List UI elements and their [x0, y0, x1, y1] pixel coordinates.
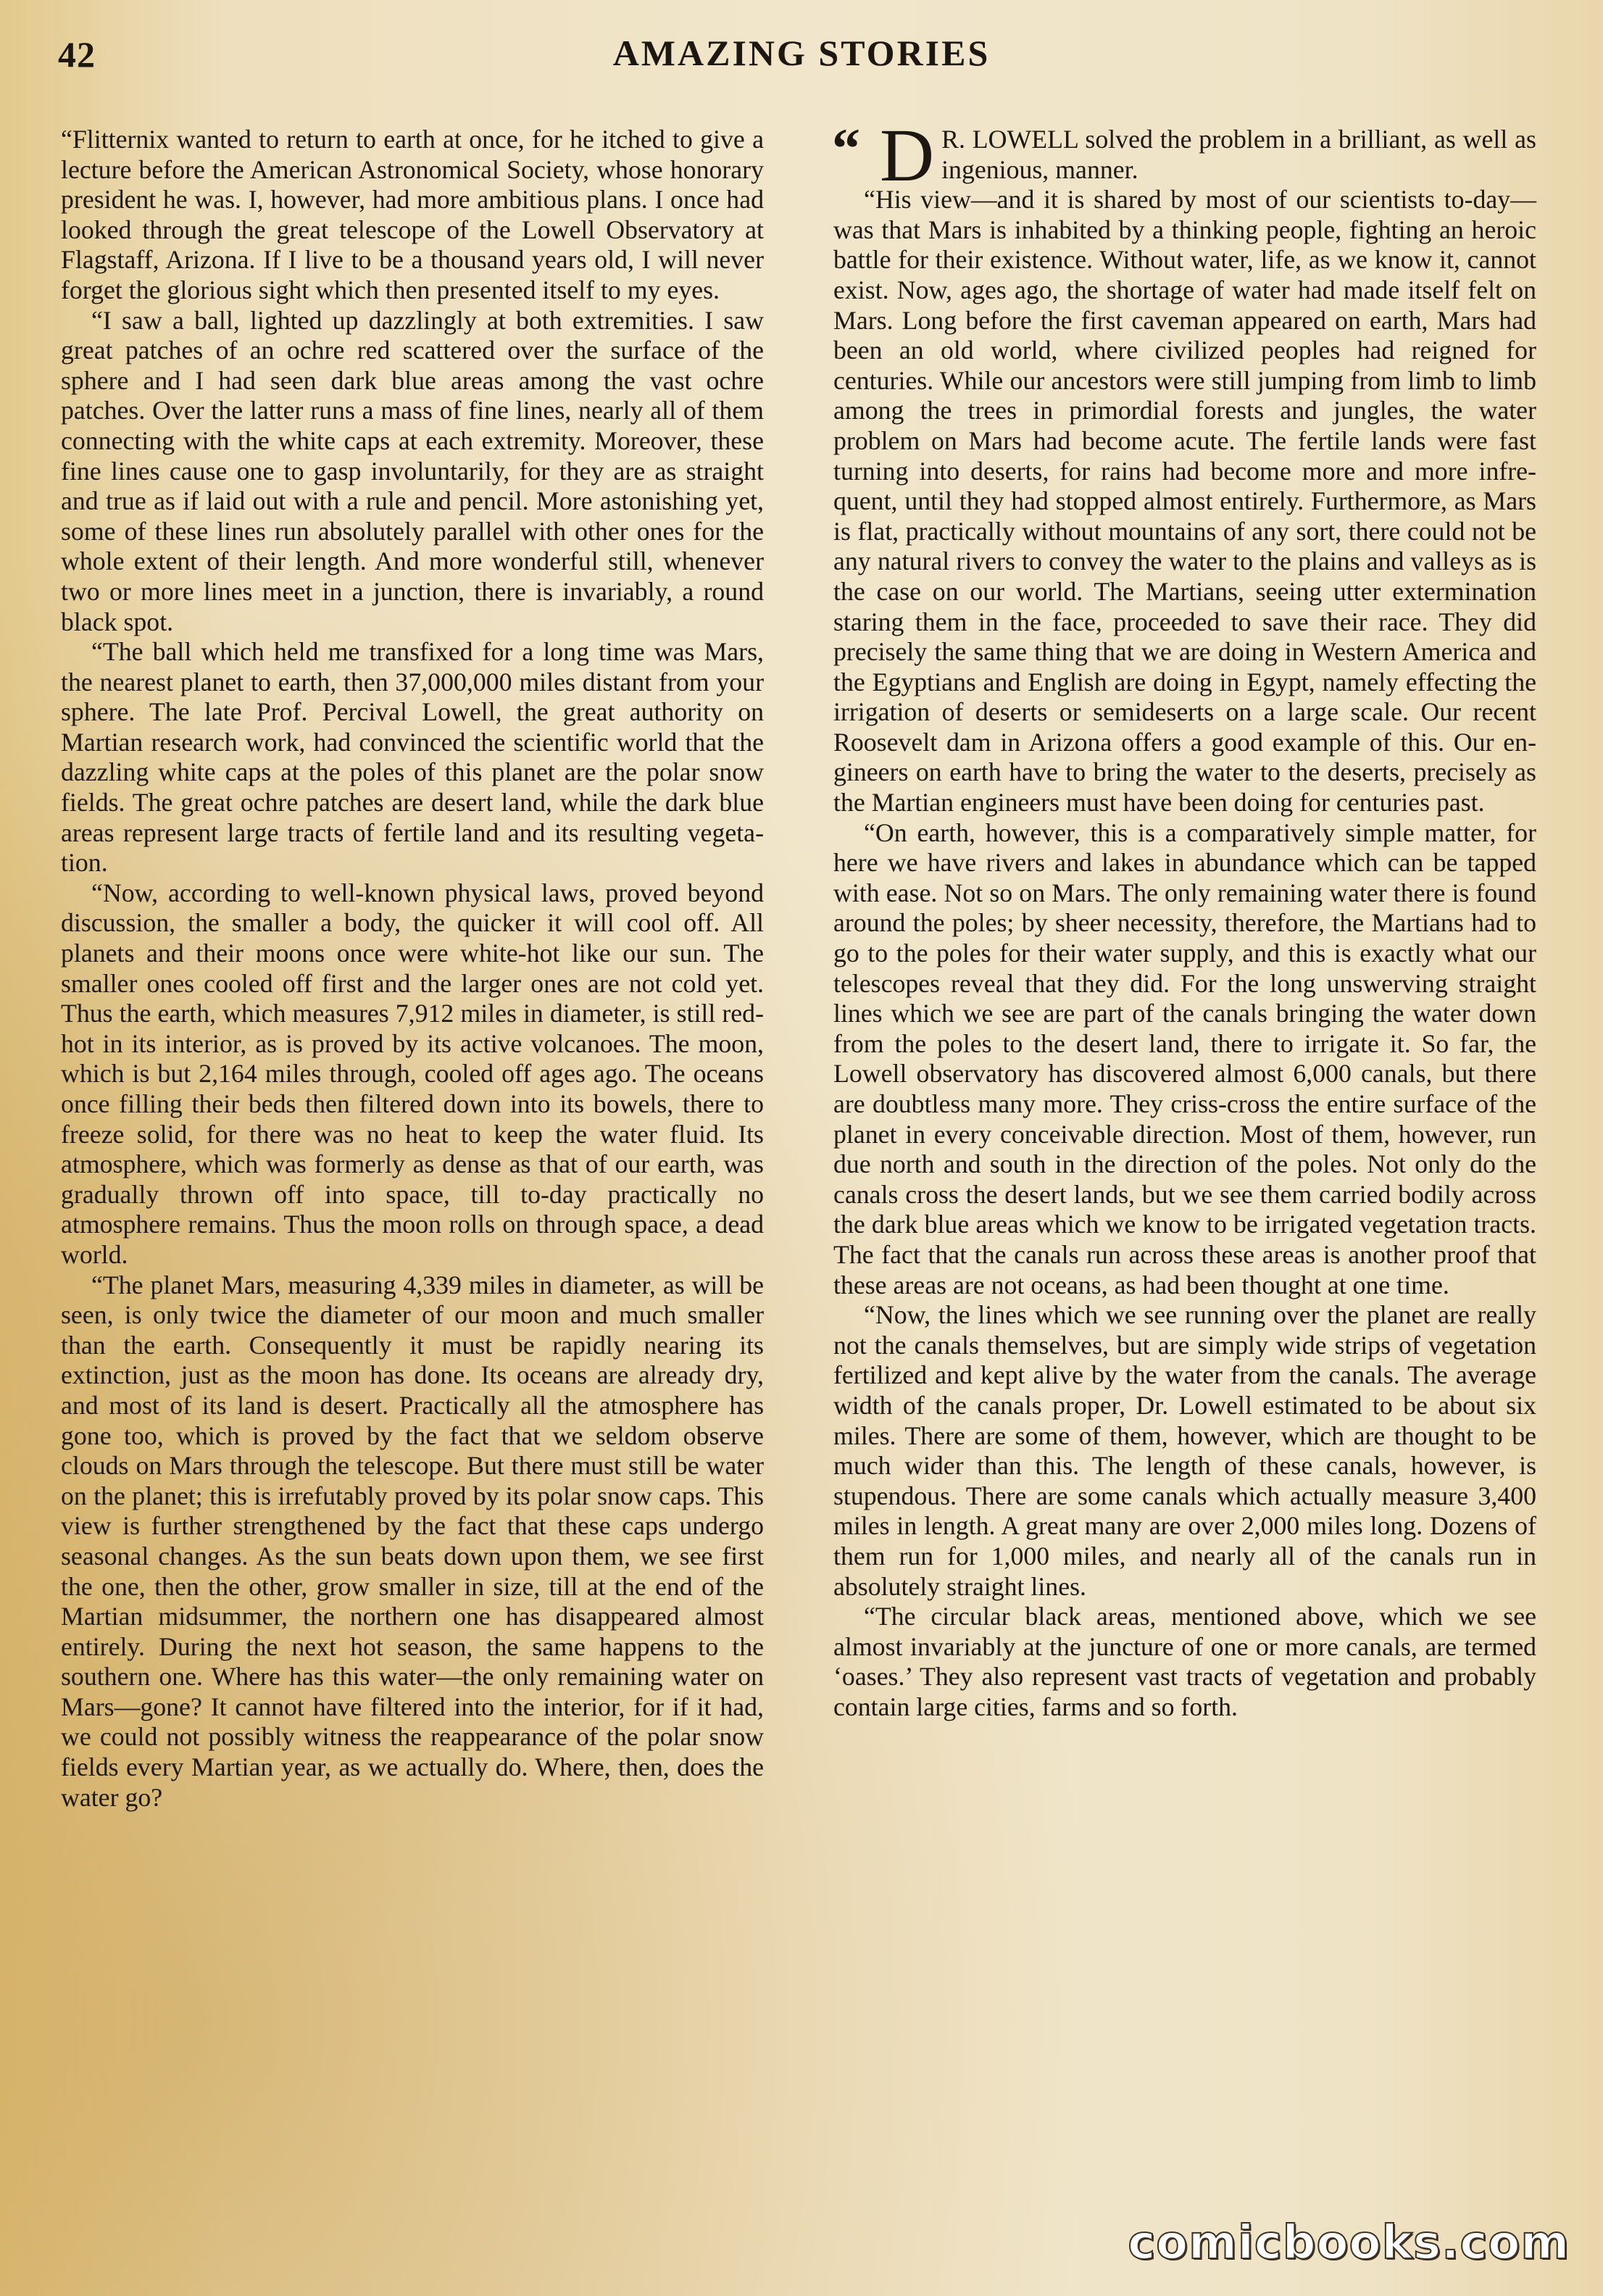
opening-paragraph — [832, 114, 1536, 197]
paragraph: “Flitternix wanted to return to earth at once, for he itched to give a lecture before the American Astronomical Society, whose honorary president he was. I, however, had more ambitious plans. I once had looked through the great telescope of the Lowell Observatory at Flagstaff, Arizona. If I live to be a thousand years old, I will never forget the glorious sight which then presented itself to my eyes. — [61, 125, 764, 304]
opening-text: R. LOWELL solved the problem in a brilliant, as well as ingenious, manner. — [941, 125, 1536, 184]
paragraph: “On earth, however, this is a comparatively simple matter, for here we have rivers and lakes in abundance which can be tapped with ease. Not so on Mars. The only remaining water there is found around the poles; by sheer necessity, therefore, the Martians had to go to the poles for their water supply, and this is exactly what our telescopes reveal that they did. For the long unswerving straight lines which we see are part of the canals bringing the water down from the poles to the desert land, there to irrigate it. So far, the Lowell observatory has discovered almost 6,000 canals, but there are doubtless many more. They criss-cross the entire surface of the planet in every conceivable direction. Most of them, however, run due north and south in the direction of the poles. Not only do the canals cross the desert lands, but we see them carried bodily across the dark blue areas which we know to be irrigated vegetation tracts. The fact that the canals run across these areas is another proof that these areas are not oceans, as had been thought at one time. — [833, 818, 1536, 1299]
paragraph: “The ball which held me transfixed for a long time was Mars, the nearest planet to earth, then 37,000,000 miles distant from your sphere. The late Prof. Percival Lowell, the great authority on Martian research work, had convinced the scientific world that the dazzling white caps at the poles of this planet are the polar snow fields. The great ochre patches are desert land, while the dark blue areas represent large tracts of fertile land and its resulting vegetation. — [61, 637, 764, 878]
watermark-logo: comicbooks.com — [1128, 2216, 1570, 2270]
left-column — [61, 125, 764, 1813]
drop-quote: “ — [832, 117, 860, 180]
paragraph: “The planet Mars, measuring 4,339 miles in diameter, as will be seen, is only twice the diameter of our moon and much smaller than the earth. Consequently it must be rapidly nearing its extinction, just as the moon has done. Its oceans are already dry, and most of its land is desert. Practically all the atmosphere has gone too, which is proved by the fact that we seldom observe clouds on Mars through the telescope. But there must still be water on the planet; this is irrefutably proved by its polar snow caps. This view is further strengthened by the fact that these caps undergo seasonal changes. As the sun beats down upon them, we see first the one, then the other, grow smaller in size, till at the end of the Martian midsummer, the northern one has disappeared almost entirely. During the next hot season, the same happens to the southern one. Where has this water—the only remaining water on Mars—gone? It cannot have filtered into the interior, for if it had, we could not possibly witness the reappearance of the polar snow fields every Martian year, as we actually do. Where, then, does the water go? — [61, 1270, 764, 1812]
paragraph: “His view—and it is shared by most of our scientists to-day—was that Mars is inhabited by a thinking people, fighting an heroic battle for their existence. Without water, life, as we know it, cannot exist. Now, ages ago, the shortage of water had made itself felt on Mars. Long before the first caveman appeared on earth, Mars had been an old world, where civilized peoples had reigned for centuries. While our ancestors were still jumping from limb to limb among the trees in primordial forests and jungles, the water problem on Mars had become acute. The fertile lands were fast turning into deserts, for rains had become more and more infrequent, until they had stopped almost entirely. Furthermore, as Mars is flat, practically without mountains of any sort, there could not be any natural rivers to convey the water to the plains and valleys as is the case on our world. The Martians, seeing utter extermination staring them in the face, proceeded to save their race. They did precisely the same thing that we are doing in Western America and the Egyptians and English are doing in Egypt, namely effecting the irrigation of deserts or semideserts on a large scale. Our recent Roosevelt dam in Arizona offers a good example of this. Our engineers on earth have to bring the water to the deserts, precisely as the Martian engineers must have been doing for centuries past. — [833, 185, 1536, 818]
drop-cap: D — [880, 114, 935, 197]
paragraph: “Now, according to well-known physical laws, proved beyond discussion, the smaller a body, the quicker it will cool off. All planets and their moons once were white-hot like our sun. The smaller ones cooled off first and the larger ones are not cold yet. Thus the earth, which measures 7,912 miles in diameter, is still red-hot in its interior, as is proved by its active volcanoes. The moon, which is but 2,164 miles through, cooled off ages ago. The oceans once filling their beds then filtered down into its bowels, there to freeze solid, for there was no heat to keep the water fluid. Its atmosphere, which was formerly as dense as that of our earth, was gradually thrown off into space, till to-day practically no atmosphere remains. Thus the moon rolls on through space, a dead world. — [61, 878, 764, 1269]
right-column — [832, 114, 1536, 1722]
paragraph: “Now, the lines which we see running over the planet are really not the canals themselves, but are simply wide strips of vegetation fertilized and kept alive by the water from the canals. The average width of the canals proper, Dr. Lowell estimated to be about six miles. There are some of them, however, which are thought to be much wider than this. The length of these canals, however, is stupendous. There are some canals which actually measure 3,400 miles in length. A great many are over 2,000 miles long. Dozens of them run for 1,000 miles, and nearly all of the canals run in absolutely straight lines. — [833, 1300, 1536, 1601]
paragraph: “The circular black areas, mentioned above, which we see almost invariably at the juncture of one or more canals, are termed ‘oases.’ They also represent vast tracts of vegetation and probably contain large cities, farms and so forth. — [833, 1602, 1536, 1721]
magazine-title: AMAZING STORIES — [612, 33, 991, 73]
page-number: 42 — [58, 34, 96, 75]
paragraph: “I saw a ball, lighted up dazzlingly at both extremities. I saw great patches of an ochre red scattered over the surface of the sphere and I had seen dark blue areas among the vast ochre patches. Over the latter runs a mass of fine lines, nearly all of them connecting with the white caps at each extremity. Moreover, these fine lines cause one to gasp involuntarily, for they are as straight and true as if laid out with a rule and pencil. More astonishing yet, some of these lines run absolutely parallel with other ones for the whole extent of their length. And more wonderful still, whenever two or more lines meet in a junction, there is invariably, a round black spot. — [61, 305, 764, 636]
